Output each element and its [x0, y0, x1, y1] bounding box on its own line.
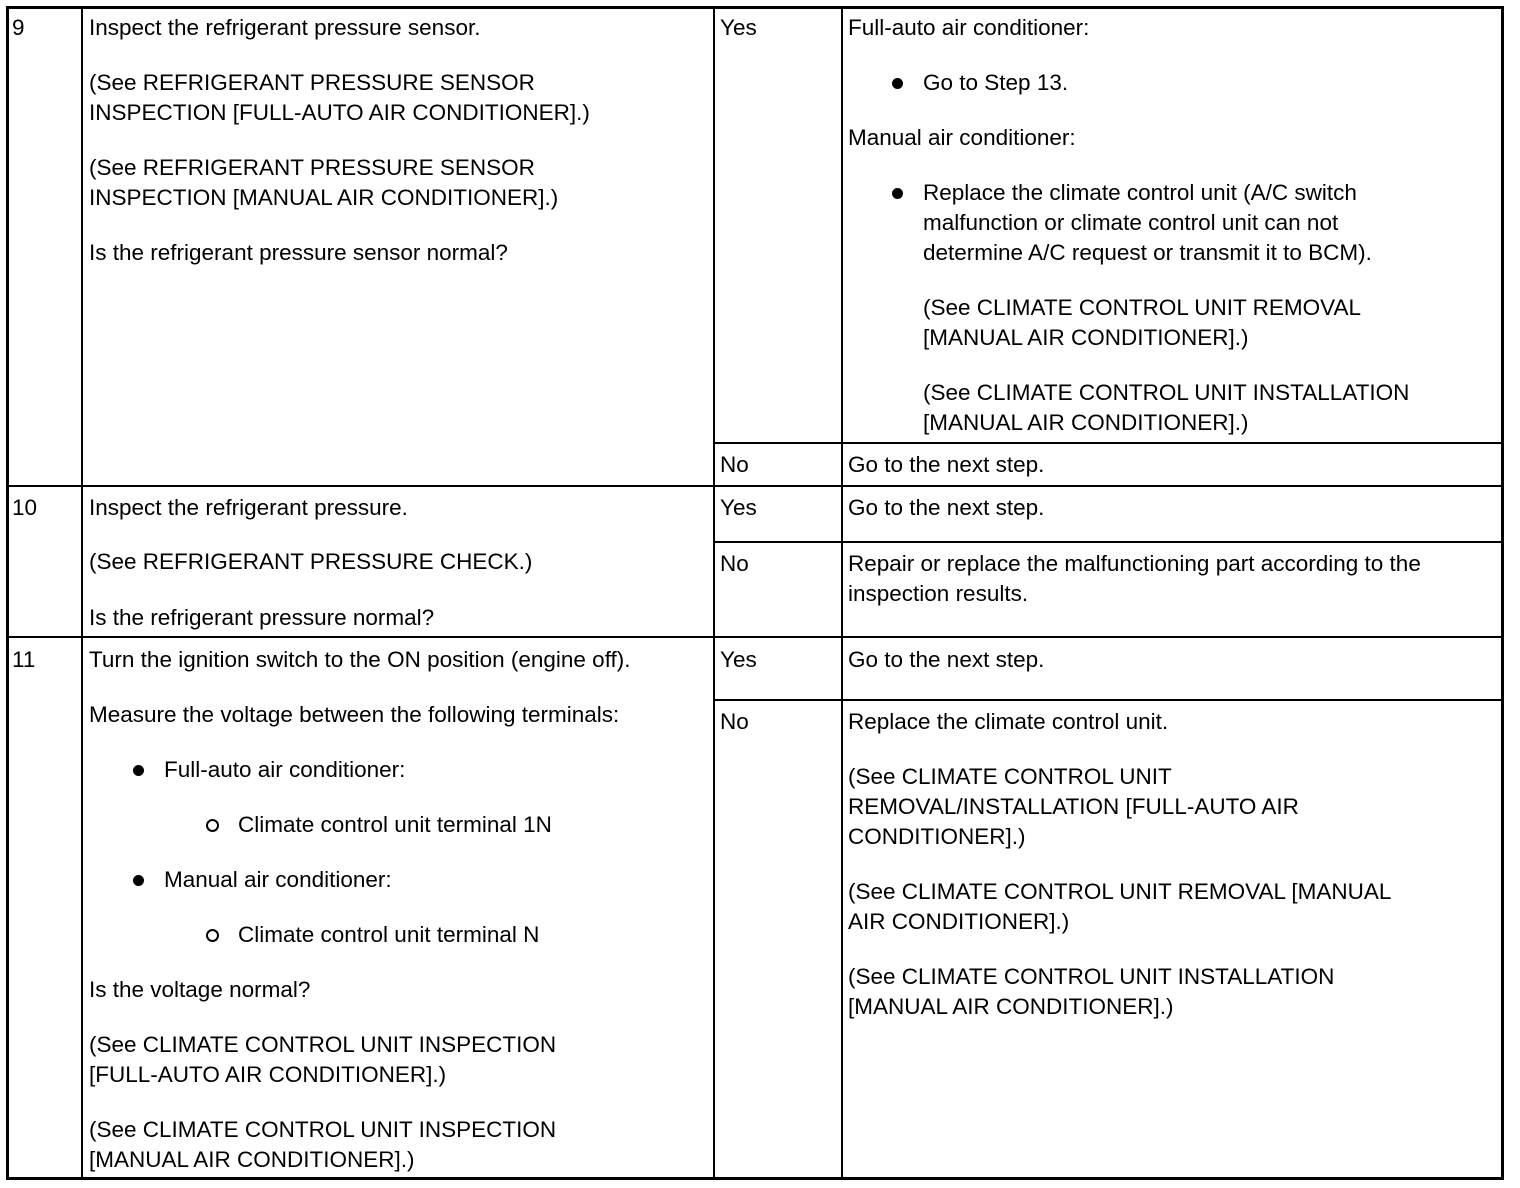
row-divider [6, 636, 1504, 638]
reference-text: [FULL-AUTO AIR CONDITIONER].) [89, 1062, 447, 1087]
reference-text: AIR CONDITIONER].) [848, 909, 1070, 934]
action-title: Inspect the refrigerant pressure. [89, 495, 408, 520]
reference-text: REMOVAL/INSTALLATION [FULL-AUTO AIR [848, 794, 1299, 819]
bullet-icon [133, 875, 144, 886]
bullet-text: Go to Step 13. [923, 70, 1069, 95]
sub-bullet-icon [206, 819, 219, 832]
reference-text: (See CLIMATE CONTROL UNIT INSPECTION [89, 1117, 557, 1142]
reference-text: (See CLIMATE CONTROL UNIT INSTALLATION [923, 380, 1410, 405]
reference-text: (See REFRIGERANT PRESSURE SENSOR [89, 70, 535, 95]
no-label: No [720, 709, 749, 734]
column-divider [841, 6, 843, 1180]
reference-text: CONDITIONER].) [848, 824, 1026, 849]
bullet-text: malfunction or climate control unit can not [923, 210, 1339, 235]
result-divider [713, 541, 1504, 543]
question-text: Is the voltage normal? [89, 977, 311, 1002]
no-label: No [720, 452, 749, 477]
yes-label: Yes [720, 495, 757, 520]
bullet-icon [133, 765, 144, 776]
step-number: 11 [12, 647, 36, 672]
yes-action: Go to the next step. [848, 647, 1045, 672]
result-divider [713, 699, 1504, 701]
reference-text: INSPECTION [FULL-AUTO AIR CONDITIONER].) [89, 100, 590, 125]
bullet-text: determine A/C request or transmit it to BCM). [923, 240, 1372, 265]
reference-text: [MANUAL AIR CONDITIONER].) [923, 325, 1249, 350]
no-label: No [720, 551, 749, 576]
bullet-text: Full-auto air conditioner: [164, 757, 406, 782]
bullet-icon [892, 188, 903, 199]
terminal-text: Climate control unit terminal 1N [238, 812, 552, 837]
step-number: 9 [12, 15, 25, 40]
no-action: Replace the climate control unit. [848, 709, 1169, 734]
no-action: Go to the next step. [848, 452, 1045, 477]
reference-text: INSPECTION [MANUAL AIR CONDITIONER].) [89, 185, 559, 210]
bullet-text: Replace the climate control unit (A/C switch [923, 180, 1357, 205]
action-title: Turn the ignition switch to the ON position (engine off). [89, 647, 631, 672]
reference-text: (See CLIMATE CONTROL UNIT INSTALLATION [848, 964, 1335, 989]
reference-text: (See CLIMATE CONTROL UNIT REMOVAL [923, 295, 1361, 320]
full-auto-heading: Full-auto air conditioner: [848, 15, 1090, 40]
yes-label: Yes [720, 15, 757, 40]
yes-action: Go to the next step. [848, 495, 1045, 520]
terminal-text: Climate control unit terminal N [238, 922, 540, 947]
measure-text: Measure the voltage between the following terminals: [89, 702, 620, 727]
no-action: Repair or replace the malfunctioning part according to the [848, 551, 1421, 576]
reference-text: [MANUAL AIR CONDITIONER].) [848, 994, 1174, 1019]
manual-heading: Manual air conditioner: [848, 125, 1076, 150]
action-title: Inspect the refrigerant pressure sensor. [89, 15, 481, 40]
step-number: 10 [12, 495, 38, 520]
reference-text: (See REFRIGERANT PRESSURE CHECK.) [89, 549, 533, 574]
column-divider [713, 6, 715, 1180]
column-divider [81, 6, 83, 1180]
yes-label: Yes [720, 647, 757, 672]
bullet-icon [892, 78, 903, 89]
bullet-text: Manual air conditioner: [164, 867, 392, 892]
sub-bullet-icon [206, 929, 219, 942]
reference-text: (See REFRIGERANT PRESSURE SENSOR [89, 155, 535, 180]
reference-text: (See CLIMATE CONTROL UNIT INSPECTION [89, 1032, 557, 1057]
row-divider [6, 485, 1504, 487]
no-action: inspection results. [848, 581, 1029, 606]
reference-text: [MANUAL AIR CONDITIONER].) [89, 1147, 415, 1172]
reference-text: (See CLIMATE CONTROL UNIT [848, 764, 1172, 789]
question-text: Is the refrigerant pressure sensor normal? [89, 240, 508, 265]
reference-text: [MANUAL AIR CONDITIONER].) [923, 410, 1249, 435]
reference-text: (See CLIMATE CONTROL UNIT REMOVAL [MANUAL [848, 879, 1392, 904]
result-divider [713, 442, 1504, 444]
question-text: Is the refrigerant pressure normal? [89, 605, 435, 630]
